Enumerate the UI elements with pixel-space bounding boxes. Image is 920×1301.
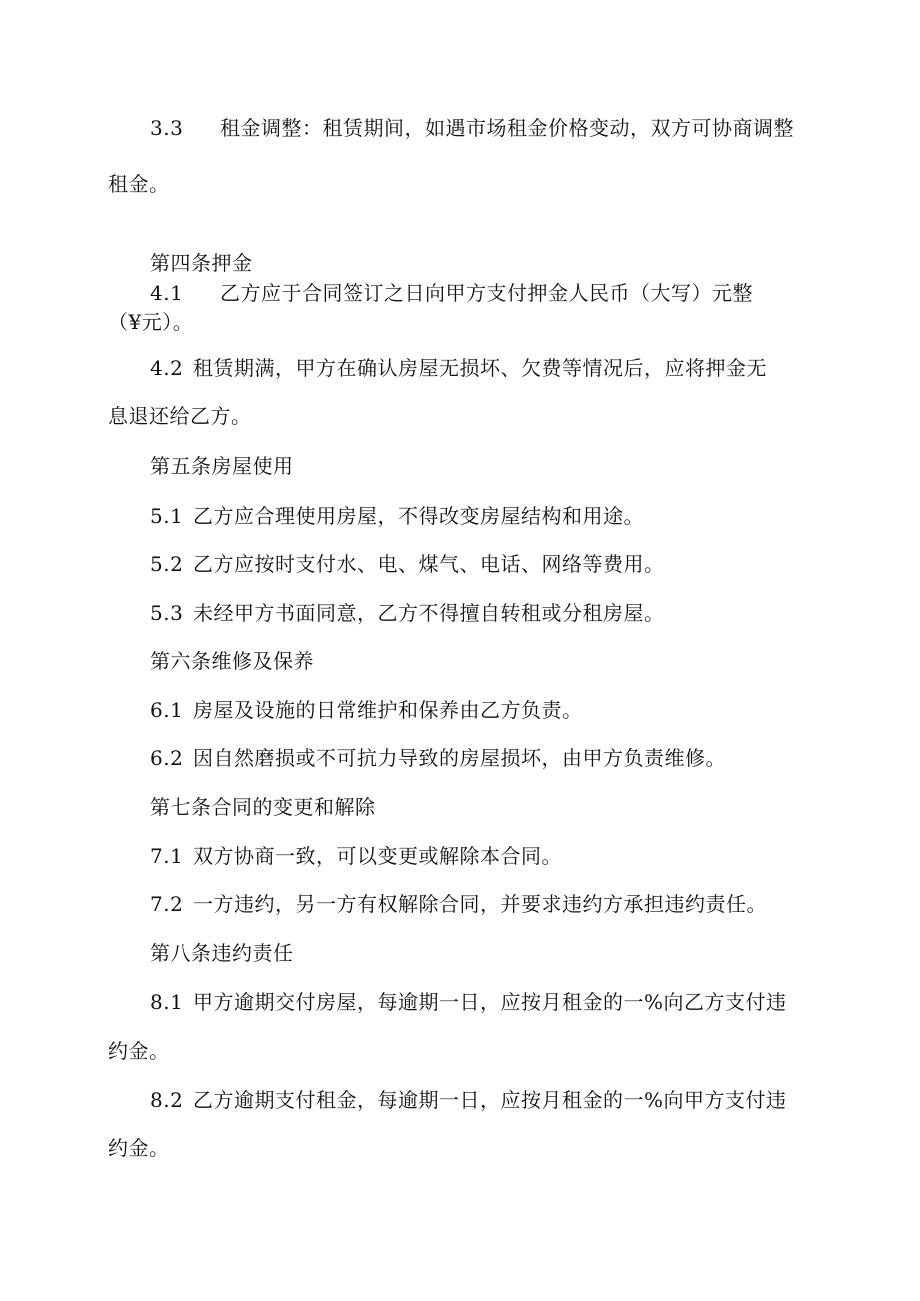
article-8-heading: 第八条违约责任	[150, 941, 294, 965]
clause-number: 6.1	[150, 698, 184, 722]
clause-5-3	[150, 600, 665, 626]
article-7-heading: 第七条合同的变更和解除	[150, 795, 376, 819]
clause-8-1-line2: 约金。	[108, 1039, 170, 1063]
clause-text: 租金调整：租赁期间，如遇市场租金价格变动，双方可协商调整	[220, 116, 794, 140]
clause-text: 乙方应合理使用房屋，不得改变房屋结构和用途。	[193, 504, 644, 528]
clause-7-1	[150, 843, 562, 869]
clause-number: 8.1	[150, 990, 184, 1014]
clause-text: 未经甲方书面同意，乙方不得擅自转租或分租房屋。	[193, 601, 665, 625]
article-6-heading: 第六条维修及保养	[150, 649, 314, 673]
clause-5-1	[150, 503, 644, 529]
clause-text: 因自然磨损或不可抗力导致的房屋损坏，由甲方负责维修。	[193, 746, 726, 770]
article-4-heading: 第四条押金	[150, 251, 253, 275]
clause-4-1-line2: （¥元）。	[108, 310, 194, 334]
clause-8-2-line2: 约金。	[108, 1136, 170, 1160]
clause-number: 5.3	[150, 601, 184, 625]
clause-7-2	[150, 891, 767, 917]
clause-number: 4.2	[150, 356, 184, 380]
clause-number: 6.2	[150, 746, 184, 770]
clause-number: 5.1	[150, 504, 184, 528]
clause-3-3-line2: 租金。	[108, 172, 170, 196]
clause-4-1-line1	[150, 280, 753, 306]
clause-6-2	[150, 745, 726, 771]
clause-8-2-line1	[150, 1087, 787, 1113]
clause-6-1	[150, 697, 583, 723]
clause-5-2	[150, 551, 665, 577]
clause-4-2-line1	[150, 355, 767, 381]
clause-number: 8.2	[150, 1088, 184, 1112]
clause-number: 3.3	[150, 116, 184, 140]
clause-text: 乙方应按时支付水、电、煤气、电话、网络等费用。	[193, 552, 665, 576]
clause-text: 租赁期满，甲方在确认房屋无损坏、欠费等情况后，应将押金无	[193, 356, 767, 380]
clause-8-1-line1	[150, 989, 787, 1015]
clause-3-3-line1	[150, 115, 794, 141]
clause-4-2-line2: 息退还给乙方。	[108, 404, 252, 428]
clause-text: 一方违约，另一方有权解除合同，并要求违约方承担违约责任。	[193, 892, 767, 916]
clause-text: 乙方逾期支付租金，每逾期一日，应按月租金的一%向甲方支付违	[193, 1088, 787, 1112]
article-5-heading: 第五条房屋使用	[150, 454, 294, 478]
clause-text: 双方协商一致，可以变更或解除本合同。	[193, 844, 562, 868]
clause-number: 5.2	[150, 552, 184, 576]
clause-number: 7.2	[150, 892, 184, 916]
clause-number: 4.1	[150, 281, 184, 305]
clause-text: 甲方逾期交付房屋，每逾期一日，应按月租金的一%向乙方支付违	[193, 990, 787, 1014]
clause-text: 房屋及设施的日常维护和保养由乙方负责。	[193, 698, 583, 722]
clause-number: 7.1	[150, 844, 184, 868]
clause-text: 乙方应于合同签订之日向甲方支付押金人民币（大写）元整	[220, 281, 753, 305]
